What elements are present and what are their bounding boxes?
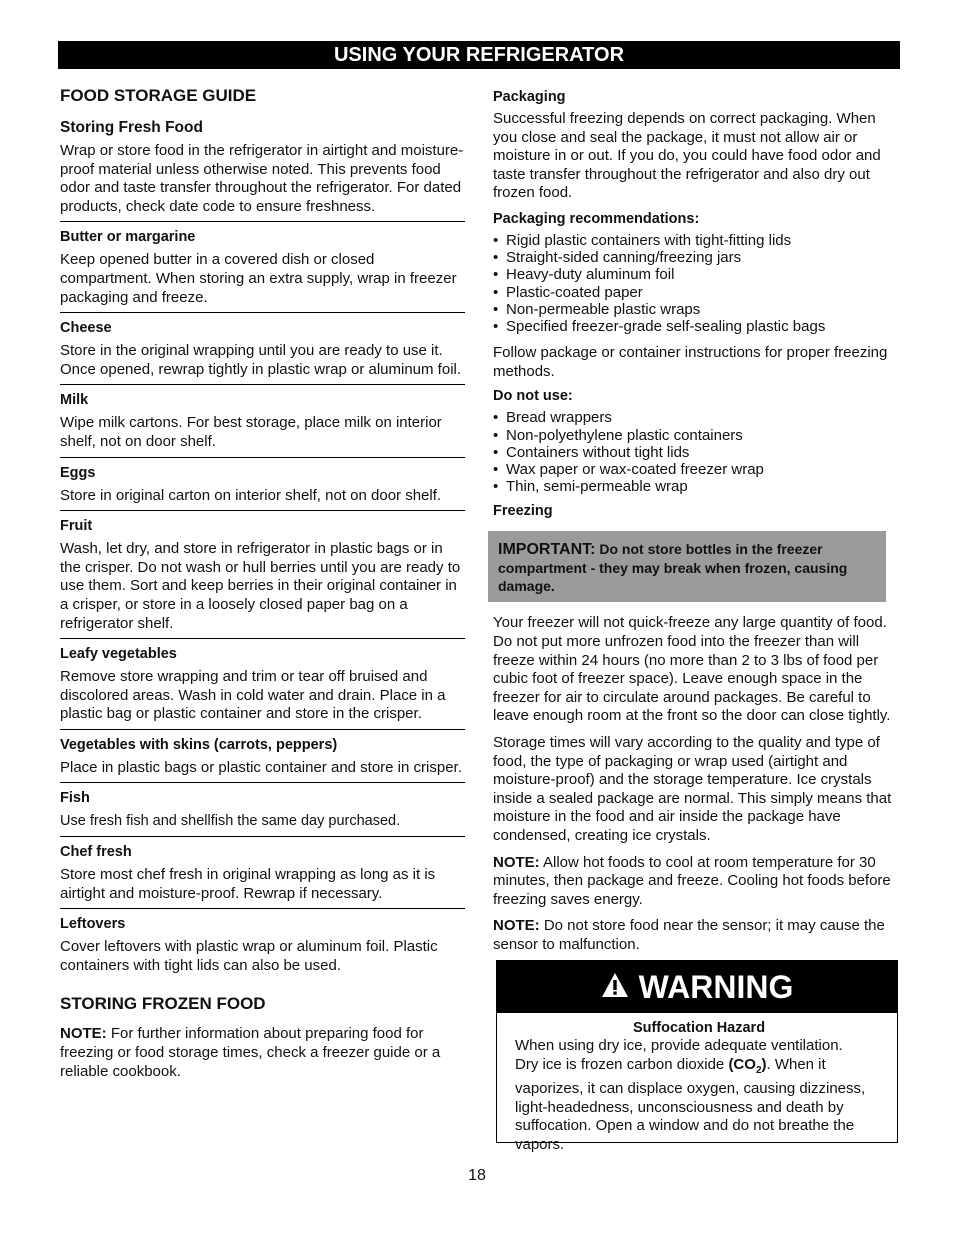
list-item: • Bread wrappers [493, 409, 900, 426]
storage-item-fish [60, 783, 465, 837]
item-text: Wipe milk cartons. For best storage, place milk on interior shelf, not on door shelf. [60, 414, 442, 450]
item-text: Store in original carton on interior shelf, not on door shelf. [60, 486, 442, 504]
right-column [493, 86, 900, 954]
packaging-heading: Packaging [493, 89, 566, 105]
item-text: Use fresh fish and shellfish the same day purchased. [60, 813, 401, 830]
storage-item-butter [60, 222, 465, 313]
fresh-food-intro [60, 138, 465, 222]
note-sensor [493, 917, 900, 954]
co2-close: ) [761, 1055, 767, 1073]
item-text: Keep opened butter in a covered dish or closed compartment. When storing an extra supply, wrap in freezer packaging and freeze. [60, 251, 457, 306]
item-title: Fruit [60, 518, 93, 535]
note-hot-foods [493, 854, 900, 910]
storage-item-milk [60, 385, 465, 457]
item-title: Milk [60, 392, 89, 409]
warning-line-ventilation: When using dry ice, provide adequate ventilation. [515, 1037, 843, 1054]
item-title: Leafy vegetables [60, 646, 177, 663]
storing-fresh-food-heading: Storing Fresh Food [60, 119, 203, 136]
packaging-recommendations-heading: Packaging recommendations: [493, 210, 700, 227]
section-banner: USING YOUR REFRIGERATOR [58, 41, 900, 69]
list-item: • Containers without tight lids [493, 444, 900, 461]
important-text: Do not store bottles in the freezer compartment - they may break when frozen, causing damage. [498, 541, 848, 595]
recommendations-list [493, 232, 900, 335]
list-item: • Non-permeable plastic wraps [493, 301, 900, 318]
list-item: • Non-polyethylene plastic containers [493, 427, 900, 444]
warning-body [497, 1013, 897, 1155]
list-item: • Heavy-duty aluminum foil [493, 266, 900, 283]
warning-text: . When it vaporizes, it can displace oxygen, causing dizziness, light-headedness, unconsciousness and death by suffocation. Open a window and do not breathe the vapors. [515, 1055, 866, 1153]
warning-triangle-icon [601, 969, 629, 1006]
packaging-text: Successful freezing depends on correct packaging. When you close and seal the package, it must not allow air or moisture in or out. If you do, you could have food odor and taste transfer throughout the refrigerator and also dry out frozen food. [493, 110, 881, 202]
fresh-food-text: Wrap or store food in the refrigerator in airtight and moisture-proof material unless otherwise noted. This prevents food odor and taste transfer throughout the refrigerator. For dated products, check date code to ensure freshness. [60, 142, 464, 215]
warning-text: Dry ice is frozen carbon dioxide [515, 1055, 729, 1073]
note-text: For further information about preparing food for freezing or food storage times, check a freezer guide or a reliable cookbook. [60, 1025, 441, 1080]
storage-item-fruit [60, 511, 465, 639]
food-storage-guide-heading: FOOD STORAGE GUIDE [60, 86, 257, 105]
list-item: • Specified freezer-grade self-sealing plastic bags [493, 318, 900, 335]
storage-item-cheese [60, 313, 465, 385]
storing-frozen-food-heading: STORING FROZEN FOOD [60, 994, 266, 1014]
item-title: Cheese [60, 320, 112, 337]
note-label: NOTE: [493, 853, 540, 871]
follow-instructions-text: Follow package or container instructions for proper freezing methods. [493, 344, 888, 380]
warning-title: WARNING [638, 968, 794, 1005]
left-column [60, 86, 465, 1081]
warning-box [496, 960, 898, 1153]
freezer-capacity-text: Your freezer will not quick-freeze any large quantity of food. Do not put more unfrozen food into the freezer than will freeze within 24 hours (no more than 2 to 3 lbs of food per cubic foot of freezer space). Leave enough space in the freezer for air to circulate around packages. Be careful to leave enough room at the front so the door can close tightly. [493, 614, 891, 725]
storage-item-vegetables-with-skins [60, 730, 465, 784]
warning-header [497, 961, 897, 1013]
frozen-food-note [60, 1025, 465, 1081]
item-title: Chef fresh [60, 844, 132, 861]
item-text: Cover leftovers with plastic wrap or aluminum foil. Plastic containers with tight lids can also be used. [60, 938, 438, 974]
important-callout [488, 531, 886, 602]
page-number: 18 [468, 1167, 486, 1184]
do-not-use-list [493, 409, 900, 495]
storage-item-eggs [60, 458, 465, 512]
list-item: • Thin, semi-permeable wrap [493, 478, 900, 495]
note-text: Do not store food near the sensor; it may cause the sensor to malfunction. [493, 917, 885, 953]
hazard-title: Suffocation Hazard [632, 1020, 766, 1036]
storage-item-chef-fresh [60, 837, 465, 909]
storage-item-leftovers [60, 909, 465, 980]
item-title: Fish [60, 790, 90, 807]
item-text: Store most chef fresh in original wrapping as long as it is airtight and moisture-proof. Rewrap if necessary. [60, 866, 436, 902]
note-label: NOTE: [493, 917, 540, 935]
list-item: • Wax paper or wax-coated freezer wrap [493, 461, 900, 478]
list-item: • Plastic-coated paper [493, 284, 900, 301]
warning-dry-ice-text [515, 1056, 883, 1155]
item-title: Vegetables with skins (carrots, peppers) [60, 736, 338, 753]
list-item: • Rigid plastic containers with tight-fitting lids [493, 232, 900, 249]
do-not-use-heading: Do not use: [493, 388, 573, 405]
item-text: Remove store wrapping and trim or tear off bruised and discolored areas. Wash in cold water and drain. Place in a plastic bag or plastic container and store in the crisper. [60, 668, 446, 723]
list-item: • Straight-sided canning/freezing jars [493, 249, 900, 266]
co2-formula [728, 1055, 767, 1076]
co2-subscript: 2 [755, 1064, 762, 1076]
item-text: Wash, let dry, and store in refrigerator in plastic bags or in the crisper. Do not wash or hull berries until you are ready to use them. Sort and keep berries in their original container in a crisper, or store in a loosely closed paper bag on a refrigerator shelf. [60, 540, 461, 632]
note-text: Allow hot foods to cool at room temperature for 30 minutes, then package and freeze. Cooling hot foods before freezing saves energy. [493, 853, 891, 908]
item-title: Leftovers [60, 916, 126, 933]
item-text: Place in plastic bags or plastic container and store in crisper. [60, 758, 462, 776]
co2-open: (CO [728, 1055, 756, 1073]
freezing-heading: Freezing [493, 503, 553, 520]
item-title: Butter or margarine [60, 229, 196, 246]
note-label: NOTE: [60, 1025, 107, 1043]
item-text: Store in the original wrapping until you are ready to use it. Once opened, rewrap tightly in plastic wrap or aluminum foil. [60, 342, 462, 378]
storage-times-text: Storage times will vary according to the quality and type of food, the type of packaging or wrap used (airtight and moisture-proof) and the storage temperature. Ice crystals inside a sealed package are normal. This simply means that moisture in the food and air inside the package have condensed, creating ice crystals. [493, 733, 892, 844]
storage-item-leafy-vegetables [60, 639, 465, 730]
item-title: Eggs [60, 464, 96, 481]
important-label: IMPORTANT: [498, 541, 596, 559]
